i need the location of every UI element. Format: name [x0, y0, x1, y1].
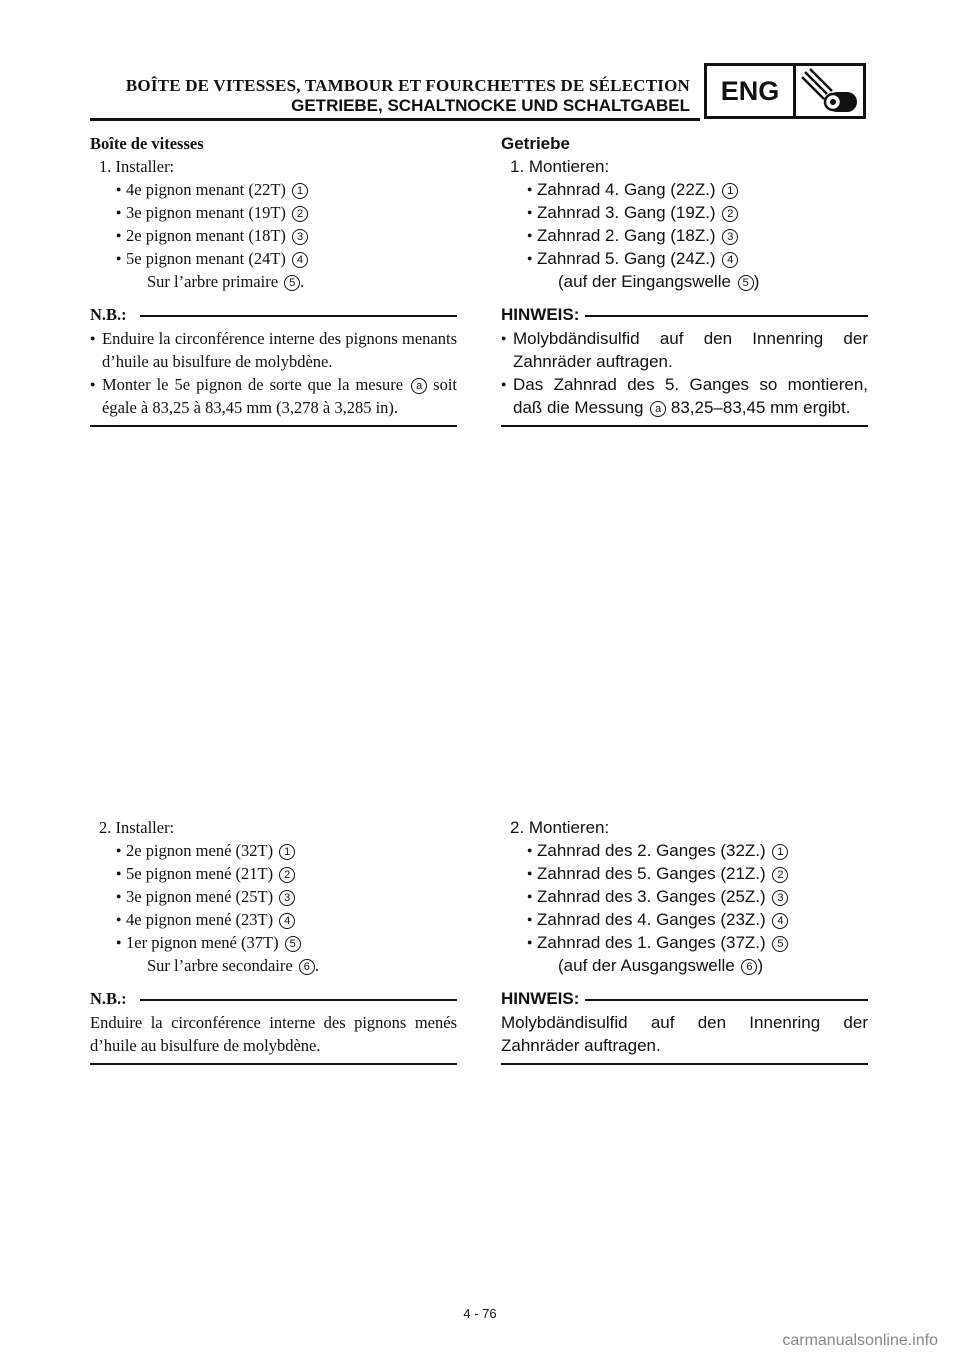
de-list-item: ● Zahnrad des 5. Ganges (21Z.) 2: [501, 862, 868, 885]
de-list-item: ● Zahnrad 2. Gang (18Z.) 3: [501, 224, 868, 247]
note-rule: [140, 315, 457, 317]
fr-heading: Boîte de vitesses: [90, 134, 204, 153]
de-section-2: [501, 816, 868, 1065]
callout-number: 3: [772, 890, 788, 906]
de-list-item: ● Zahnrad 4. Gang (22Z.) 1: [501, 178, 868, 201]
callout-number: 4: [772, 913, 788, 929]
note-rule: [140, 999, 457, 1001]
note-end-rule: [501, 425, 868, 427]
fr-note-text: Enduire la circonférence interne des pignons menés d’huile au bisulfure de molybdène.: [90, 1013, 457, 1055]
callout-number: 1: [279, 844, 295, 860]
header-title-de: GETRIEBE, SCHALTNOCKE UND SCHALTGABEL: [291, 96, 690, 115]
fr-step-2: 2. Installer:: [99, 818, 175, 837]
fr-section-2: [90, 816, 457, 1065]
fr-note-item: ● Monter le 5e pignon de sorte que la mesure a soit égale à 83,25 à 83,45 mm (3,278 à 3,285 in).: [90, 373, 457, 419]
de-section-1: [501, 132, 868, 427]
note-rule: [583, 999, 868, 1001]
fr-shaft-line: Sur l’arbre primaire 5 .: [147, 272, 305, 291]
callout-number: 1: [292, 183, 308, 199]
fr-list-item: ● 3e pignon menant (19T) 2: [90, 201, 457, 224]
header-rule: [90, 118, 700, 121]
de-note-item: ● Das Zahnrad des 5. Ganges so montieren, daß die Messung a 83,25–83,45 mm ergibt.: [501, 373, 868, 419]
callout-number: 5: [738, 275, 754, 291]
callout-number: 2: [722, 206, 738, 222]
de-note-text: Molybdändisulfid auf den Innenring der Zahnräder auftragen.: [501, 1013, 868, 1055]
eng-badge-label: ENG: [707, 66, 796, 116]
callout-number: 3: [279, 890, 295, 906]
callout-number: 4: [722, 252, 738, 268]
de-list-item: ● Zahnrad 5. Gang (24Z.) 4: [501, 247, 868, 270]
fr-shaft-line: Sur l’arbre secondaire 6 .: [147, 956, 319, 975]
de-shaft-line: (auf der Eingangswelle 5 ): [558, 272, 760, 291]
callout-number: 3: [722, 229, 738, 245]
fr-note-head: [90, 987, 457, 1011]
de-note-head: [501, 987, 868, 1011]
callout-number: 2: [772, 867, 788, 883]
callout-number: 4: [279, 913, 295, 929]
callout-number: 4: [292, 252, 308, 268]
callout-number: 3: [292, 229, 308, 245]
de-note-head: [501, 303, 868, 327]
callout-number: 5: [284, 275, 300, 291]
note-end-rule: [90, 425, 457, 427]
fr-note-item: ● Enduire la circonférence interne des pignons menants d’huile au bisulfure de molybdène.: [90, 327, 457, 373]
fr-list-item: ● 5e pignon menant (24T) 4: [90, 247, 457, 270]
watermark: carmanualsonline.info: [782, 1332, 938, 1349]
fr-list-item: ● 5e pignon mené (21T) 2: [90, 862, 457, 885]
note-rule: [583, 315, 868, 317]
header-title-fr: BOÎTE DE VITESSES, TAMBOUR ET FOURCHETTES DE SÉLECTION: [125, 76, 690, 95]
de-list-item: ● Zahnrad 3. Gang (19Z.) 2: [501, 201, 868, 224]
de-list-item: ● Zahnrad des 1. Ganges (37Z.) 5: [501, 931, 868, 954]
engine-wrench-icon: [796, 66, 863, 116]
de-step-1: 1. Montieren:: [510, 157, 610, 176]
note-label: N.B.:: [90, 303, 133, 326]
fr-list-item: ● 2e pignon mené (32T) 1: [90, 839, 457, 862]
de-shaft-line: (auf der Ausgangswelle 6 ): [558, 956, 764, 975]
callout-number: 2: [292, 206, 308, 222]
fr-list-item: ● 2e pignon menant (18T) 3: [90, 224, 457, 247]
callout-number: 1: [722, 183, 738, 199]
note-end-rule: [501, 1063, 868, 1065]
de-list-item: ● Zahnrad des 3. Ganges (25Z.) 3: [501, 885, 868, 908]
note-label: N.B.:: [90, 987, 133, 1010]
callout-letter: a: [411, 378, 427, 394]
fr-section-1: [90, 132, 457, 427]
de-heading: Getriebe: [501, 134, 570, 153]
de-note-item: ● Molybdändisulfid auf den Innenring der Zahnräder auftragen.: [501, 327, 868, 373]
fr-list-item: ● 3e pignon mené (25T) 3: [90, 885, 457, 908]
de-step-2: 2. Montieren:: [510, 818, 610, 837]
note-label: HINWEIS:: [501, 987, 585, 1010]
note-label: HINWEIS:: [501, 303, 585, 326]
fr-list-item: ● 4e pignon menant (22T) 1: [90, 178, 457, 201]
eng-badge: [704, 63, 866, 119]
fr-note-head: [90, 303, 457, 327]
page-number: 4 - 76: [463, 1306, 497, 1321]
de-list-item: ● Zahnrad des 4. Ganges (23Z.) 4: [501, 908, 868, 931]
fr-list-item: ● 4e pignon mené (23T) 4: [90, 908, 457, 931]
de-list-item: ● Zahnrad des 2. Ganges (32Z.) 1: [501, 839, 868, 862]
callout-number: 6: [741, 959, 757, 975]
callout-letter: a: [650, 401, 666, 417]
fr-list-item: ● 1er pignon mené (37T) 5: [90, 931, 457, 954]
callout-number: 5: [772, 936, 788, 952]
fr-step-1: 1. Installer:: [99, 157, 175, 176]
callout-number: 2: [279, 867, 295, 883]
callout-number: 5: [285, 936, 301, 952]
note-end-rule: [90, 1063, 457, 1065]
callout-number: 6: [299, 959, 315, 975]
callout-number: 1: [772, 844, 788, 860]
